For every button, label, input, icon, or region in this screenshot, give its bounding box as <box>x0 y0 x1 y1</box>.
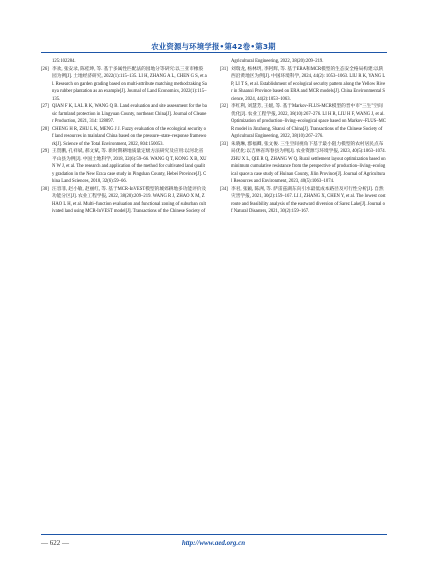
reference-number: [32] <box>220 104 228 109</box>
reference-item-30 <box>41 186 207 216</box>
reference-number: [26] <box>41 66 49 72</box>
reference-number: [34] <box>220 186 228 192</box>
reference-text: 李欢, 张安录, 陈桂珅, 等. 基于多属性匹配法的园地分等研究:以三亚市橡胶园为例[J]. 土地经济研究, 2022(1):115–135. LI H, ZHANG A L, CHEN G S, et al. Research on garden grading based on multi-attribute matching method:taking Sanya rubber plantation as an example[J]. Journal of Land Economics, 2022(1):115–135. <box>52 66 207 102</box>
reference-item-28 <box>41 126 207 149</box>
reference-number: [30] <box>41 186 49 192</box>
reference-text: 刘瑞龙, 杨林玥, 李阿辉, 等. 基于ERA和MCR模型的生态安全格局构建:以陕西沿黄地区为例[J]. 中国环境科学, 2024, 44(2): 1053–1063. LIU R K, YANG L P, LI T S, et al. Establishment of ecological security pattern along the Yellow River in Shaanxi Province based on ERA and MCR models[J]. China Environmental Science, 2024, 44(2):1053–1063. <box>231 66 386 102</box>
reference-item-29 <box>41 148 207 186</box>
reference-number: [28] <box>41 126 49 132</box>
journal-header-title: 农业资源与环境学报•第42卷•第3期 <box>151 42 276 51</box>
footer-rule <box>41 534 387 535</box>
reference-number: [33] <box>220 141 228 147</box>
right-reference-column <box>220 58 386 216</box>
reference-number: [27] <box>41 104 49 109</box>
header-rule <box>41 52 387 53</box>
reference-text: 朱晓琳, 郡福卿, 张文俊. 三生空间视角下基于最小阻力模型的农村居民点布局优化:以吉林省珲春县为例[J]. 农业资源与环境学报, 2023, 40(5):1063–1074. ZHU X L, QIE R Q, ZHANG W Q. Rural settlement layout optimization based on minimum cumulative resistance from the perspective of production–living–ecological space:a case study of Huinan County, Jilin Province[J]. Journal of Agricultural Resources and Environment, 2023, 40(5):1063–1074. <box>231 141 386 184</box>
reference-item-31 <box>220 66 386 104</box>
reference-item-32 <box>220 103 386 141</box>
reference-text: 李君, 张颖, 陈洲, 等. 萨雷兹湖东向引水最低成本路径及可行性分析[J]. 自然灾害学报, 2021, 30(2):159–167. LI J, ZHANG X, CHEN Y, et al. The lowest cost route and feasibility analysis of the eastward diversion of Sarez Lake[J]. Journal of Natural Disasters, 2021, 30(2):159–167. <box>231 186 386 214</box>
page-number: — 622 — <box>41 539 69 547</box>
reference-text: QIAN F K, LAL R K, WANG Q B. Land evaluation and site assessment for the basic farmland protection in Lingyuan County, northeast China[J]. Journal of Cleaner Production, 2021, 314: 128097. <box>52 104 207 124</box>
reference-item-34 <box>220 186 386 216</box>
reference-text: CHENG H R, ZHU L K, MENG J J. Fuzzy evaluation of the ecological security of land resources in mainland China based on the pressure–state–response framework[J]. Science of the Total Environment, 2022, 804:150053. <box>52 126 207 147</box>
reference-text: 李红利, 刘慧芳, 王媛, 等. 基于Markov-FLUS-MCR模型的晋中市“三生”空间优化[J]. 农业工程学报, 2022, 38(10):267–276. LI H R, LIU H F, WANG J, et al. Optimization of production–living–ecological space based on Markov–FLUS–MCR model in Jinzhong, Shanxi of China[J]. Transactions of the Chinese Society of Agricultural Engineering, 2022, 38(10):267–276. <box>231 104 386 139</box>
reference-item-26 <box>41 66 207 104</box>
reference-continuation: 125:102284. <box>52 59 76 64</box>
journal-url-link[interactable]: http://www.aed.org.cn <box>181 539 246 547</box>
reference-item-27 <box>41 103 207 126</box>
reference-text: 王贺鹏, 孔祥斌, 郝文斌, 等. 新时期耕地质量定级方法研究及应用:以河北省平山县为例[J]. 中国土地科学, 2018, 32(6):59–66. WANG Q T, KONG X B, XUN W J, et al. The research and application of the method for cultivated land quality gradation in the New Era:a case study in Pingshan County, Hebei Province[J]. China Land Sciences, 2018, 32(6):59–66. <box>52 149 207 184</box>
reference-number: [31] <box>220 66 228 72</box>
reference-number: [29] <box>41 149 49 154</box>
left-reference-column <box>41 58 207 216</box>
reference-item-33 <box>220 141 386 186</box>
reference-continuation: Agricultural Engineering, 2022, 38(20):209–219. <box>231 59 324 64</box>
reference-text: 汪容菲, 赵小敏, 赵丽红, 等. 基于MCR-InVEST模型的城郊耕地多功能评价及功能分区[J]. 农业工程学报, 2022, 38(20):209–219. WANG R J, ZHAO X M, ZHAO L H, et al. Multi–function evaluation and functional zoning of suburban cultivated land using MCR-InVEST model[J]. Transactions of the Chinese Society of <box>52 186 207 214</box>
